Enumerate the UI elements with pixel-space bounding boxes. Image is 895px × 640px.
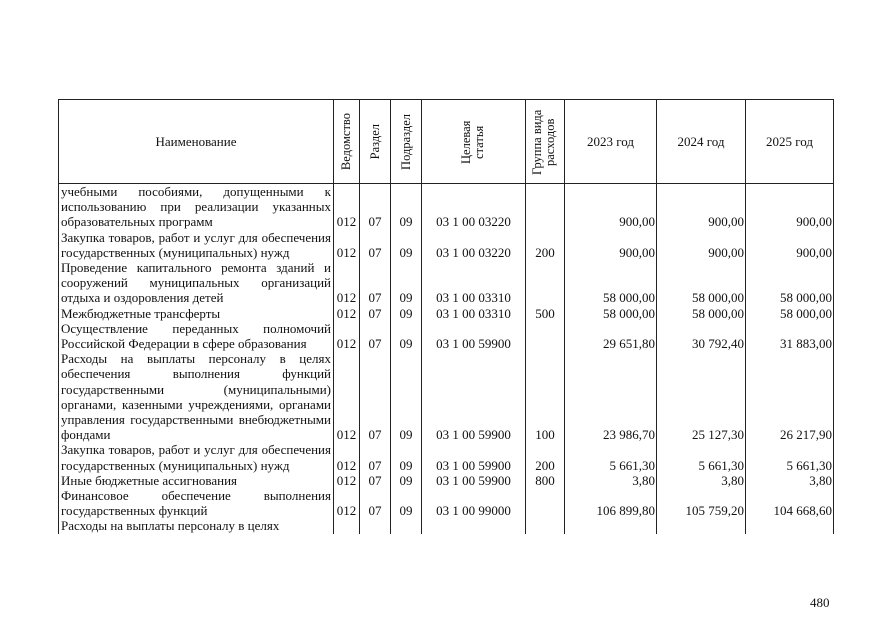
row-vedomstvo: 012 (334, 442, 360, 472)
row-vedomstvo (334, 518, 360, 533)
row-vedomstvo: 012 (334, 488, 360, 518)
table-row (59, 306, 834, 321)
row-name: Межбюджетные трансферты (59, 306, 334, 321)
row-2025: 900,00 (746, 184, 834, 230)
header-celevaya-statya: Целевая статья (422, 100, 526, 184)
row-name: учебными пособиями, допущенными к использованию при реализации указанных образовательных программ (59, 184, 334, 230)
row-celevaya (422, 518, 526, 533)
table-row (59, 351, 834, 442)
row-razdel: 07 (360, 442, 391, 472)
row-podrazdel: 09 (391, 184, 422, 230)
budget-table (58, 99, 834, 534)
table-row (59, 184, 834, 230)
row-2023: 29 651,80 (565, 321, 657, 351)
row-2025: 58 000,00 (746, 260, 834, 306)
row-razdel: 07 (360, 473, 391, 488)
row-razdel: 07 (360, 184, 391, 230)
row-razdel: 07 (360, 321, 391, 351)
table-row (59, 518, 834, 533)
row-name: Проведение капитального ремонта зданий и сооружений муниципальных организаций отдыха и оздоровления детей (59, 260, 334, 306)
row-2023: 23 986,70 (565, 351, 657, 442)
row-2025: 3,80 (746, 473, 834, 488)
row-2024: 58 000,00 (657, 260, 746, 306)
row-razdel: 07 (360, 351, 391, 442)
row-2025: 900,00 (746, 230, 834, 260)
row-vedomstvo: 012 (334, 260, 360, 306)
header-razdel: Раздел (360, 100, 391, 184)
header-2023: 2023 год (565, 100, 657, 184)
row-podrazdel: 09 (391, 321, 422, 351)
row-razdel: 07 (360, 488, 391, 518)
table-row (59, 230, 834, 260)
row-2024: 900,00 (657, 184, 746, 230)
row-name: Расходы на выплаты персоналу в целях обеспечения выполнения функций государственными (муниципальными) органами, казенными учреждениями, органами управления государственными внебюджетными фондами (59, 351, 334, 442)
row-razdel: 07 (360, 230, 391, 260)
row-gruppa (526, 260, 565, 306)
row-celevaya: 03 1 00 03220 (422, 230, 526, 260)
row-vedomstvo: 012 (334, 230, 360, 260)
header-vedomstvo: Ведомство (334, 100, 360, 184)
row-razdel: 07 (360, 260, 391, 306)
row-celevaya: 03 1 00 03310 (422, 306, 526, 321)
row-2025: 58 000,00 (746, 306, 834, 321)
row-name: Закупка товаров, работ и услуг для обеспечения государственных (муниципальных) нужд (59, 230, 334, 260)
table-row (59, 442, 834, 472)
row-2024: 105 759,20 (657, 488, 746, 518)
row-podrazdel: 09 (391, 488, 422, 518)
row-gruppa (526, 518, 565, 533)
table-body (59, 184, 834, 534)
row-celevaya: 03 1 00 99000 (422, 488, 526, 518)
row-gruppa: 500 (526, 306, 565, 321)
row-vedomstvo: 012 (334, 351, 360, 442)
row-celevaya: 03 1 00 59900 (422, 442, 526, 472)
header-2025: 2025 год (746, 100, 834, 184)
row-gruppa: 800 (526, 473, 565, 488)
row-name: Закупка товаров, работ и услуг для обеспечения государственных (муниципальных) нужд (59, 442, 334, 472)
row-podrazdel: 09 (391, 230, 422, 260)
row-2024: 58 000,00 (657, 306, 746, 321)
row-celevaya: 03 1 00 03310 (422, 260, 526, 306)
row-2024: 25 127,30 (657, 351, 746, 442)
row-gruppa (526, 488, 565, 518)
row-gruppa: 100 (526, 351, 565, 442)
row-2025 (746, 518, 834, 533)
row-podrazdel: 09 (391, 260, 422, 306)
row-vedomstvo: 012 (334, 321, 360, 351)
row-2023: 58 000,00 (565, 306, 657, 321)
row-2024: 5 661,30 (657, 442, 746, 472)
row-2024: 30 792,40 (657, 321, 746, 351)
row-gruppa (526, 321, 565, 351)
row-vedomstvo: 012 (334, 184, 360, 230)
row-razdel (360, 518, 391, 533)
table-header (59, 100, 834, 184)
row-name: Финансовое обеспечение выполнения государственных функций (59, 488, 334, 518)
row-gruppa: 200 (526, 442, 565, 472)
table-row (59, 260, 834, 306)
row-2024 (657, 518, 746, 533)
row-vedomstvo: 012 (334, 306, 360, 321)
header-gruppa: Группа вида расходов (526, 100, 565, 184)
table-row (59, 488, 834, 518)
header-2024: 2024 год (657, 100, 746, 184)
row-2024: 900,00 (657, 230, 746, 260)
table-row (59, 473, 834, 488)
row-2025: 5 661,30 (746, 442, 834, 472)
row-2023: 900,00 (565, 230, 657, 260)
row-2023: 3,80 (565, 473, 657, 488)
table-row (59, 321, 834, 351)
row-2023: 106 899,80 (565, 488, 657, 518)
row-name: Осуществление переданных полномочий Российской Федерации в сфере образования (59, 321, 334, 351)
row-2023: 58 000,00 (565, 260, 657, 306)
row-2025: 26 217,90 (746, 351, 834, 442)
row-celevaya: 03 1 00 59900 (422, 473, 526, 488)
row-vedomstvo: 012 (334, 473, 360, 488)
row-gruppa: 200 (526, 230, 565, 260)
row-podrazdel: 09 (391, 351, 422, 442)
row-celevaya: 03 1 00 03220 (422, 184, 526, 230)
row-name: Иные бюджетные ассигнования (59, 473, 334, 488)
header-podrazdel: Подраздел (391, 100, 422, 184)
row-razdel: 07 (360, 306, 391, 321)
row-podrazdel: 09 (391, 473, 422, 488)
row-podrazdel (391, 518, 422, 533)
row-podrazdel: 09 (391, 442, 422, 472)
row-gruppa (526, 184, 565, 230)
row-2023: 5 661,30 (565, 442, 657, 472)
row-name: Расходы на выплаты персоналу в целях (59, 518, 334, 533)
row-2024: 3,80 (657, 473, 746, 488)
row-2023: 900,00 (565, 184, 657, 230)
row-2025: 31 883,00 (746, 321, 834, 351)
header-name: Наименование (59, 100, 334, 184)
page-number: 480 (810, 595, 830, 610)
row-podrazdel: 09 (391, 306, 422, 321)
row-2023 (565, 518, 657, 533)
row-2025: 104 668,60 (746, 488, 834, 518)
row-celevaya: 03 1 00 59900 (422, 321, 526, 351)
row-celevaya: 03 1 00 59900 (422, 351, 526, 442)
